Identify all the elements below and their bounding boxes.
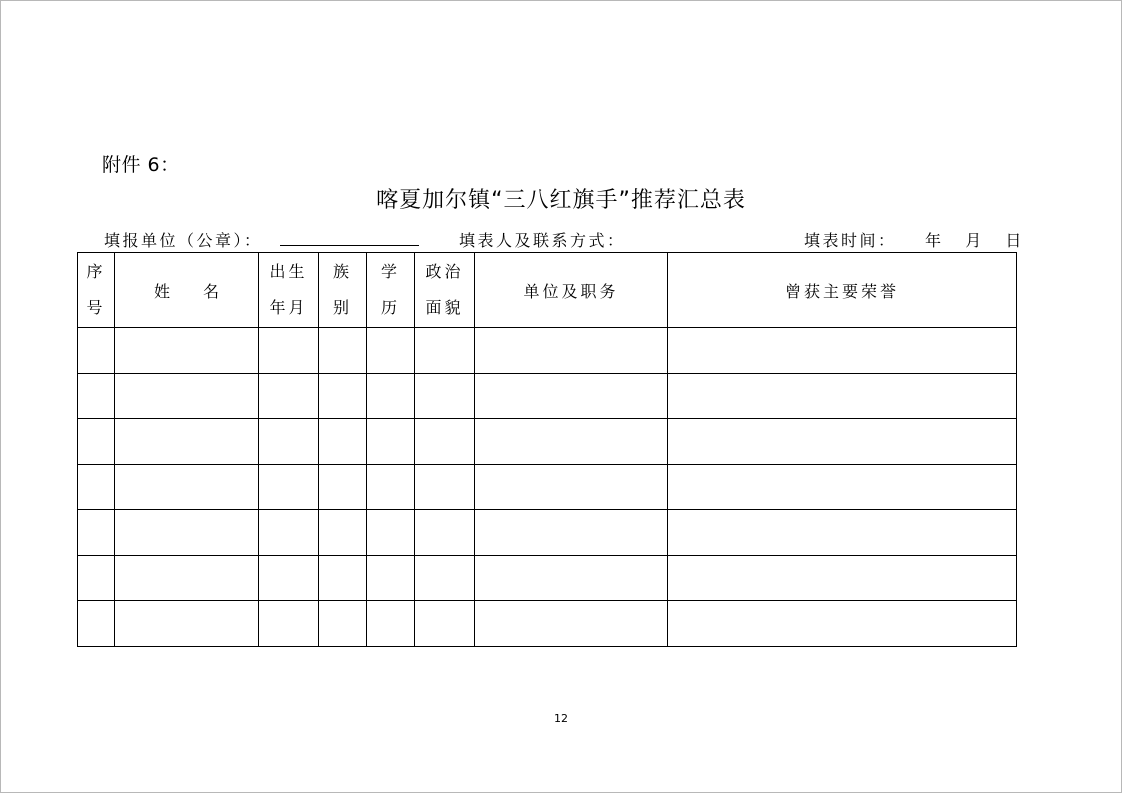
cell-index[interactable] bbox=[78, 464, 115, 510]
cell-name[interactable] bbox=[115, 328, 259, 374]
cell-index[interactable] bbox=[78, 601, 115, 647]
cell-honors[interactable] bbox=[668, 328, 1017, 374]
cell-birth[interactable] bbox=[259, 464, 319, 510]
cell-honors[interactable] bbox=[668, 601, 1017, 647]
table-row bbox=[78, 464, 1017, 510]
cell-honors[interactable] bbox=[668, 373, 1017, 419]
cell-birth[interactable] bbox=[259, 510, 319, 556]
header-ethnicity: 族 别 bbox=[319, 253, 367, 328]
cell-index[interactable] bbox=[78, 510, 115, 556]
year-label: 年 bbox=[925, 231, 942, 250]
header-name: 姓 名 bbox=[115, 253, 259, 328]
table-row bbox=[78, 555, 1017, 601]
cell-honors[interactable] bbox=[668, 419, 1017, 465]
cell-birth[interactable] bbox=[259, 373, 319, 419]
cell-name[interactable] bbox=[115, 464, 259, 510]
cell-education[interactable] bbox=[367, 419, 415, 465]
cell-ethnicity[interactable] bbox=[319, 419, 367, 465]
cell-education[interactable] bbox=[367, 328, 415, 374]
document-title: 喀夏加尔镇“三八红旗手”推荐汇总表 bbox=[376, 188, 746, 213]
page-number: 12 bbox=[554, 712, 568, 725]
cell-ethnicity[interactable] bbox=[319, 328, 367, 374]
cell-education[interactable] bbox=[367, 373, 415, 419]
fill-time-label: 填表时间： bbox=[804, 231, 897, 250]
attachment-label: 附件 6： bbox=[102, 154, 180, 176]
cell-honors[interactable] bbox=[668, 555, 1017, 601]
cell-name[interactable] bbox=[115, 373, 259, 419]
cell-political-status[interactable] bbox=[415, 464, 475, 510]
table-header-row bbox=[78, 253, 1017, 328]
cell-birth[interactable] bbox=[259, 419, 319, 465]
cell-ethnicity[interactable] bbox=[319, 601, 367, 647]
cell-political-status[interactable] bbox=[415, 328, 475, 374]
cell-honors[interactable] bbox=[668, 464, 1017, 510]
cell-unit-position[interactable] bbox=[475, 328, 668, 374]
header-education: 学 历 bbox=[367, 253, 415, 328]
cell-political-status[interactable] bbox=[415, 601, 475, 647]
header-index: 序 号 bbox=[78, 253, 115, 328]
cell-education[interactable] bbox=[367, 555, 415, 601]
cell-ethnicity[interactable] bbox=[319, 373, 367, 419]
fill-unit-label: 填报单位（公章）： bbox=[104, 231, 263, 250]
cell-index[interactable] bbox=[78, 555, 115, 601]
cell-unit-position[interactable] bbox=[475, 601, 668, 647]
cell-name[interactable] bbox=[115, 510, 259, 556]
cell-ethnicity[interactable] bbox=[319, 464, 367, 510]
cell-political-status[interactable] bbox=[415, 373, 475, 419]
cell-index[interactable] bbox=[78, 373, 115, 419]
fill-date-fields bbox=[925, 228, 1021, 251]
cell-unit-position[interactable] bbox=[475, 555, 668, 601]
table-row bbox=[78, 510, 1017, 556]
cell-unit-position[interactable] bbox=[475, 373, 668, 419]
fill-unit-blank-line[interactable] bbox=[280, 245, 419, 246]
cell-birth[interactable] bbox=[259, 601, 319, 647]
cell-education[interactable] bbox=[367, 464, 415, 510]
cell-unit-position[interactable] bbox=[475, 510, 668, 556]
cell-name[interactable] bbox=[115, 555, 259, 601]
table-row bbox=[78, 373, 1017, 419]
header-honors: 曾获主要荣誉 bbox=[668, 253, 1017, 328]
cell-education[interactable] bbox=[367, 510, 415, 556]
cell-birth[interactable] bbox=[259, 328, 319, 374]
fill-contact-label: 填表人及联系方式： bbox=[459, 231, 626, 250]
cell-index[interactable] bbox=[78, 328, 115, 374]
cell-political-status[interactable] bbox=[415, 555, 475, 601]
table-row bbox=[78, 419, 1017, 465]
header-political-status: 政治 面貌 bbox=[415, 253, 475, 328]
cell-political-status[interactable] bbox=[415, 419, 475, 465]
cell-name[interactable] bbox=[115, 601, 259, 647]
cell-index[interactable] bbox=[78, 419, 115, 465]
day-label: 日 bbox=[1005, 231, 1022, 250]
cell-ethnicity[interactable] bbox=[319, 510, 367, 556]
cell-ethnicity[interactable] bbox=[319, 555, 367, 601]
cell-name[interactable] bbox=[115, 419, 259, 465]
header-unit-position: 单位及职务 bbox=[475, 253, 668, 328]
month-label: 月 bbox=[965, 231, 982, 250]
recommendation-summary-table bbox=[77, 252, 1017, 647]
cell-unit-position[interactable] bbox=[475, 419, 668, 465]
cell-birth[interactable] bbox=[259, 555, 319, 601]
cell-unit-position[interactable] bbox=[475, 464, 668, 510]
cell-honors[interactable] bbox=[668, 510, 1017, 556]
cell-political-status[interactable] bbox=[415, 510, 475, 556]
header-birth: 出生 年月 bbox=[259, 253, 319, 328]
table-row bbox=[78, 601, 1017, 647]
table-row bbox=[78, 328, 1017, 374]
cell-education[interactable] bbox=[367, 601, 415, 647]
